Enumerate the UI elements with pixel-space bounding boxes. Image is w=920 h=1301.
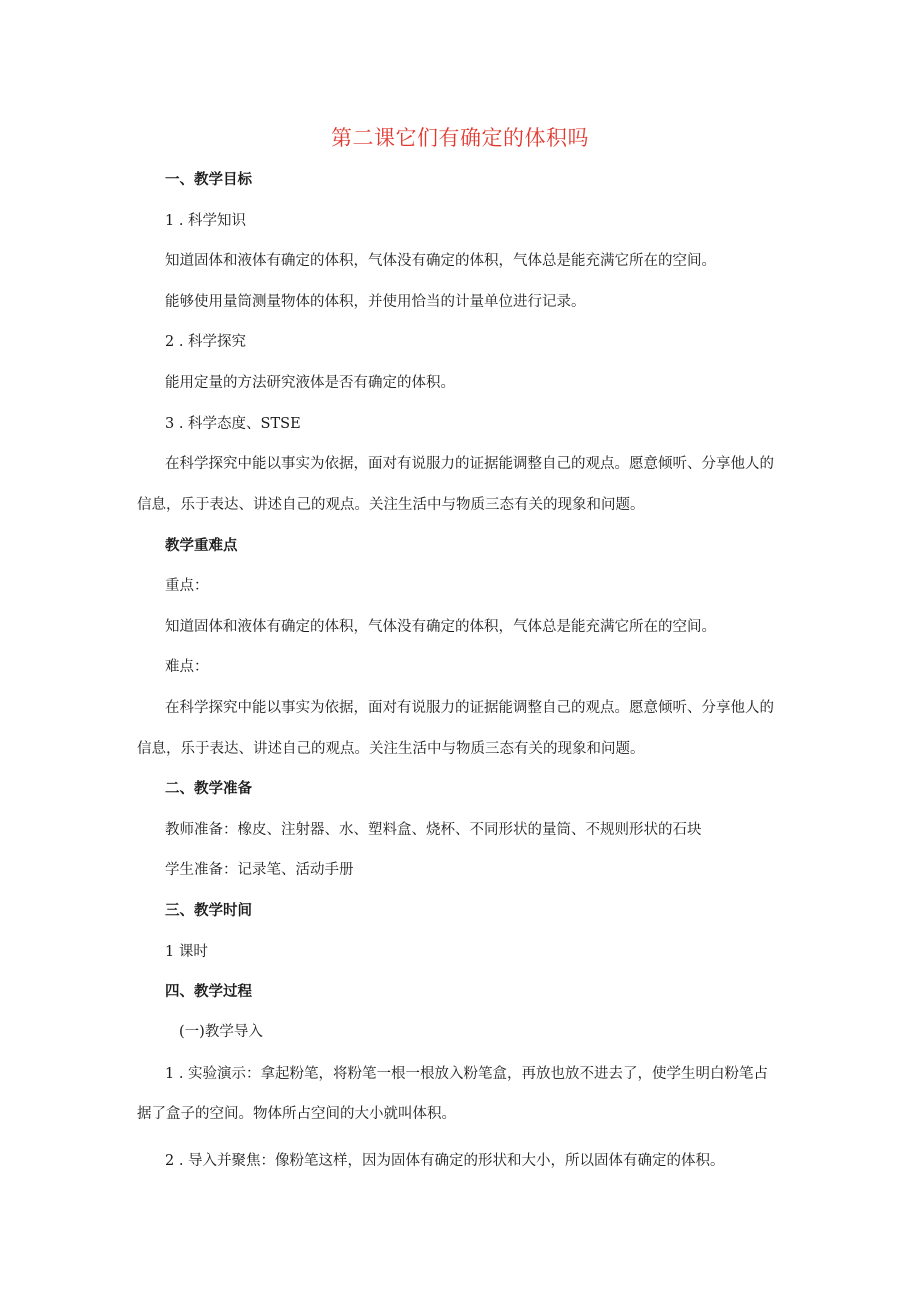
paragraph-line: 1 课时 xyxy=(165,944,208,960)
subheading-science-knowledge: 1 . 科学知识 xyxy=(165,213,247,229)
paragraph-line: 知道固体和液体有确定的体积，气体没有确定的体积，气体总是能充满它所在的空间。 xyxy=(165,619,716,635)
heading-teaching-preparation: 二、教学准备 xyxy=(165,780,252,797)
heading-teaching-time: 三、教学时间 xyxy=(165,902,252,919)
paragraph-line: 在科学探究中能以事实为依据，面对有说服力的证据能调整自己的观点。愿意倾听、分享他人的 xyxy=(165,456,774,472)
heading-teaching-process: 四、教学过程 xyxy=(165,983,252,1000)
paragraph-line: 知道固体和液体有确定的体积，气体没有确定的体积，气体总是能充满它所在的空间。 xyxy=(165,253,716,269)
paragraph-line: 1 . 实验演示：拿起粉笔，将粉笔一根一根放入粉笔盒，再放也放不进去了，使学生明白粉笔占 xyxy=(165,1066,769,1082)
paragraph-line: 能够使用量筒测量物体的体积，并使用恰当的计量单位进行记录。 xyxy=(165,294,586,310)
label-key-point: 重点： xyxy=(165,578,209,594)
document-title: 第二课它们有确定的体积吗 xyxy=(331,126,589,150)
subheading-introduction: (一)教学导入 xyxy=(179,1024,263,1040)
paragraph-line: 学生准备：记录笔、活动手册 xyxy=(165,862,354,878)
label-difficult-point: 难点： xyxy=(165,659,209,675)
paragraph-line: 能用定量的方法研究液体是否有确定的体积。 xyxy=(165,375,455,391)
paragraph-line: 据了盒子的空间。物体所占空间的大小就叫体积。 xyxy=(137,1106,456,1122)
paragraph-line: 信息，乐于表达、讲述自己的观点。关注生活中与物质三态有关的现象和问题。 xyxy=(137,497,645,513)
paragraph-line: 在科学探究中能以事实为依据，面对有说服力的证据能调整自己的观点。愿意倾听、分享他人的 xyxy=(165,700,774,716)
paragraph-line: 信息，乐于表达、讲述自己的观点。关注生活中与物质三态有关的现象和问题。 xyxy=(137,741,645,757)
heading-key-difficult-points: 教学重难点 xyxy=(165,537,238,554)
paragraph-line: 教师准备：橡皮、注射器、水、塑料盒、烧杯、不同形状的量筒、不规则形状的石块 xyxy=(165,822,702,838)
heading-teaching-goals: 一、教学目标 xyxy=(165,171,252,188)
subheading-science-attitude: 3 . 科学态度、STSE xyxy=(165,416,301,432)
paragraph-line: 2 . 导入并聚焦：像粉笔这样，因为固体有确定的形状和大小，所以固体有确定的体积。 xyxy=(165,1153,725,1169)
subheading-science-inquiry: 2 . 科学探究 xyxy=(165,334,247,350)
